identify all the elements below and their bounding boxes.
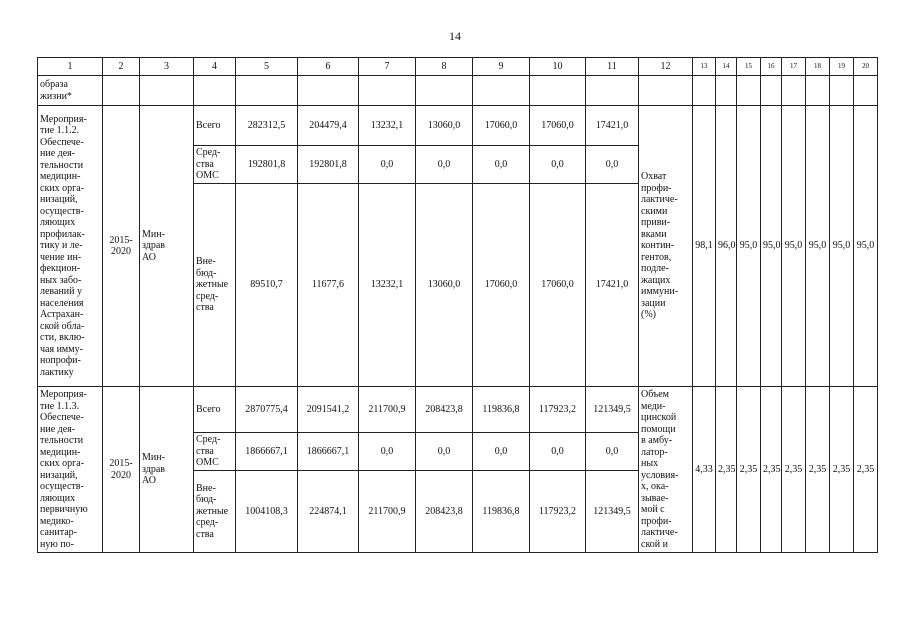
funding-value: 119836,8 — [473, 471, 530, 553]
funding-value: 208423,8 — [416, 471, 473, 553]
indicator-value: 95,0 — [854, 106, 878, 387]
program-activities-table — [37, 57, 878, 553]
indicator-value: 2,35 — [737, 387, 761, 553]
indicator-value: 4,33 — [693, 387, 716, 553]
header-cell: 3 — [140, 58, 194, 76]
funding-value: 0,0 — [359, 433, 416, 471]
header-cell: 20 — [854, 58, 878, 76]
funding-value: 0,0 — [416, 146, 473, 184]
header-cell: 2 — [103, 58, 140, 76]
funding-source: Всего — [194, 106, 236, 146]
funding-source: Сред- ства ОМС — [194, 146, 236, 184]
funding-value: 117923,2 — [530, 471, 586, 553]
funding-value: 11677,6 — [298, 184, 359, 387]
funding-value: 17060,0 — [530, 106, 586, 146]
funding-value: 2870775,4 — [236, 387, 298, 433]
activity-executor: Мин- здрав АО — [140, 387, 194, 553]
indicator-value: 98,1 — [693, 106, 716, 387]
header-cell: 11 — [586, 58, 639, 76]
page-number: 14 — [449, 29, 461, 43]
funding-value: 224874,1 — [298, 471, 359, 553]
activity-period: 2015- 2020 — [103, 106, 140, 387]
header-cell: 7 — [359, 58, 416, 76]
continuation-text: образа жизни* — [38, 76, 103, 106]
funding-value: 117923,2 — [530, 387, 586, 433]
header-cell: 8 — [416, 58, 473, 76]
funding-value: 119836,8 — [473, 387, 530, 433]
funding-source: Всего — [194, 387, 236, 433]
funding-value: 17421,0 — [586, 184, 639, 387]
indicator-value: 2,35 — [761, 387, 782, 553]
activity-name: Мероприя- тие 1.1.2. Обеспече- ние дея- тельности медицин- ских орга- низаций, осуществ- ляющих профилак- тику и ле- чение ин- фекцион- ных забо- леваний у населения Астрахан- ской обла- сти, вклю- чая имму- нопрофи- лактику — [38, 106, 103, 387]
funding-value: 2091541,2 — [298, 387, 359, 433]
indicator-name: Охват профи- лактиче- скими приви- вками контин- гентов, подле- жащих иммуни- зации (%) — [639, 106, 693, 387]
header-cell: 5 — [236, 58, 298, 76]
header-cell: 17 — [782, 58, 806, 76]
funding-value: 1866667,1 — [236, 433, 298, 471]
indicator-value: 95,0 — [761, 106, 782, 387]
indicator-value: 95,0 — [737, 106, 761, 387]
indicator-value: 2,35 — [716, 387, 737, 553]
funding-value: 89510,7 — [236, 184, 298, 387]
funding-value: 211700,9 — [359, 387, 416, 433]
table-row — [38, 106, 878, 146]
funding-value: 0,0 — [586, 146, 639, 184]
funding-value: 13060,0 — [416, 106, 473, 146]
funding-value: 0,0 — [473, 146, 530, 184]
table-row — [38, 387, 878, 433]
funding-value: 17060,0 — [473, 184, 530, 387]
funding-source: Вне- бюд- жетные сред- ства — [194, 184, 236, 387]
header-cell: 14 — [716, 58, 737, 76]
funding-value: 1004108,3 — [236, 471, 298, 553]
indicator-value: 96,0 — [716, 106, 737, 387]
funding-source: Сред- ства ОМС — [194, 433, 236, 471]
header-cell: 6 — [298, 58, 359, 76]
header-cell: 1 — [38, 58, 103, 76]
header-cell: 4 — [194, 58, 236, 76]
header-cell: 19 — [830, 58, 854, 76]
funding-value: 0,0 — [416, 433, 473, 471]
funding-value: 0,0 — [530, 433, 586, 471]
header-cell: 12 — [639, 58, 693, 76]
funding-source: Вне- бюд- жетные сред- ства — [194, 471, 236, 553]
indicator-value: 2,35 — [854, 387, 878, 553]
funding-value: 13232,1 — [359, 184, 416, 387]
header-cell: 16 — [761, 58, 782, 76]
funding-value: 0,0 — [586, 433, 639, 471]
header-row — [38, 58, 878, 76]
indicator-value: 95,0 — [806, 106, 830, 387]
funding-value: 13060,0 — [416, 184, 473, 387]
indicator-value: 95,0 — [782, 106, 806, 387]
funding-value: 192801,8 — [298, 146, 359, 184]
funding-value: 192801,8 — [236, 146, 298, 184]
indicator-value: 95,0 — [830, 106, 854, 387]
funding-value: 0,0 — [473, 433, 530, 471]
funding-value: 211700,9 — [359, 471, 416, 553]
funding-value: 17060,0 — [530, 184, 586, 387]
activity-name: Мероприя- тие 1.1.3. Обеспече- ние дея- тельности медицин- ских орга- низаций, осуществ- ляющих первичную медико- санитар- ную по- — [38, 387, 103, 553]
funding-value: 17421,0 — [586, 106, 639, 146]
funding-value: 17060,0 — [473, 106, 530, 146]
funding-value: 1866667,1 — [298, 433, 359, 471]
header-cell: 15 — [737, 58, 761, 76]
funding-value: 282312,5 — [236, 106, 298, 146]
header-cell: 13 — [693, 58, 716, 76]
funding-value: 13232,1 — [359, 106, 416, 146]
header-cell: 9 — [473, 58, 530, 76]
indicator-value: 2,35 — [806, 387, 830, 553]
activity-period: 2015- 2020 — [103, 387, 140, 553]
funding-value: 208423,8 — [416, 387, 473, 433]
continuation-row — [38, 76, 878, 106]
funding-value: 121349,5 — [586, 387, 639, 433]
header-cell: 18 — [806, 58, 830, 76]
indicator-value: 2,35 — [782, 387, 806, 553]
activity-executor: Мин- здрав АО — [140, 106, 194, 387]
header-cell: 10 — [530, 58, 586, 76]
indicator-name: Объем меди- цинской помощи в амбу- латор- ных условия- х, ока- зывае- мой с профи- лактиче- ской и — [639, 387, 693, 553]
funding-value: 204479,4 — [298, 106, 359, 146]
indicator-value: 2,35 — [830, 387, 854, 553]
funding-value: 121349,5 — [586, 471, 639, 553]
funding-value: 0,0 — [359, 146, 416, 184]
funding-value: 0,0 — [530, 146, 586, 184]
